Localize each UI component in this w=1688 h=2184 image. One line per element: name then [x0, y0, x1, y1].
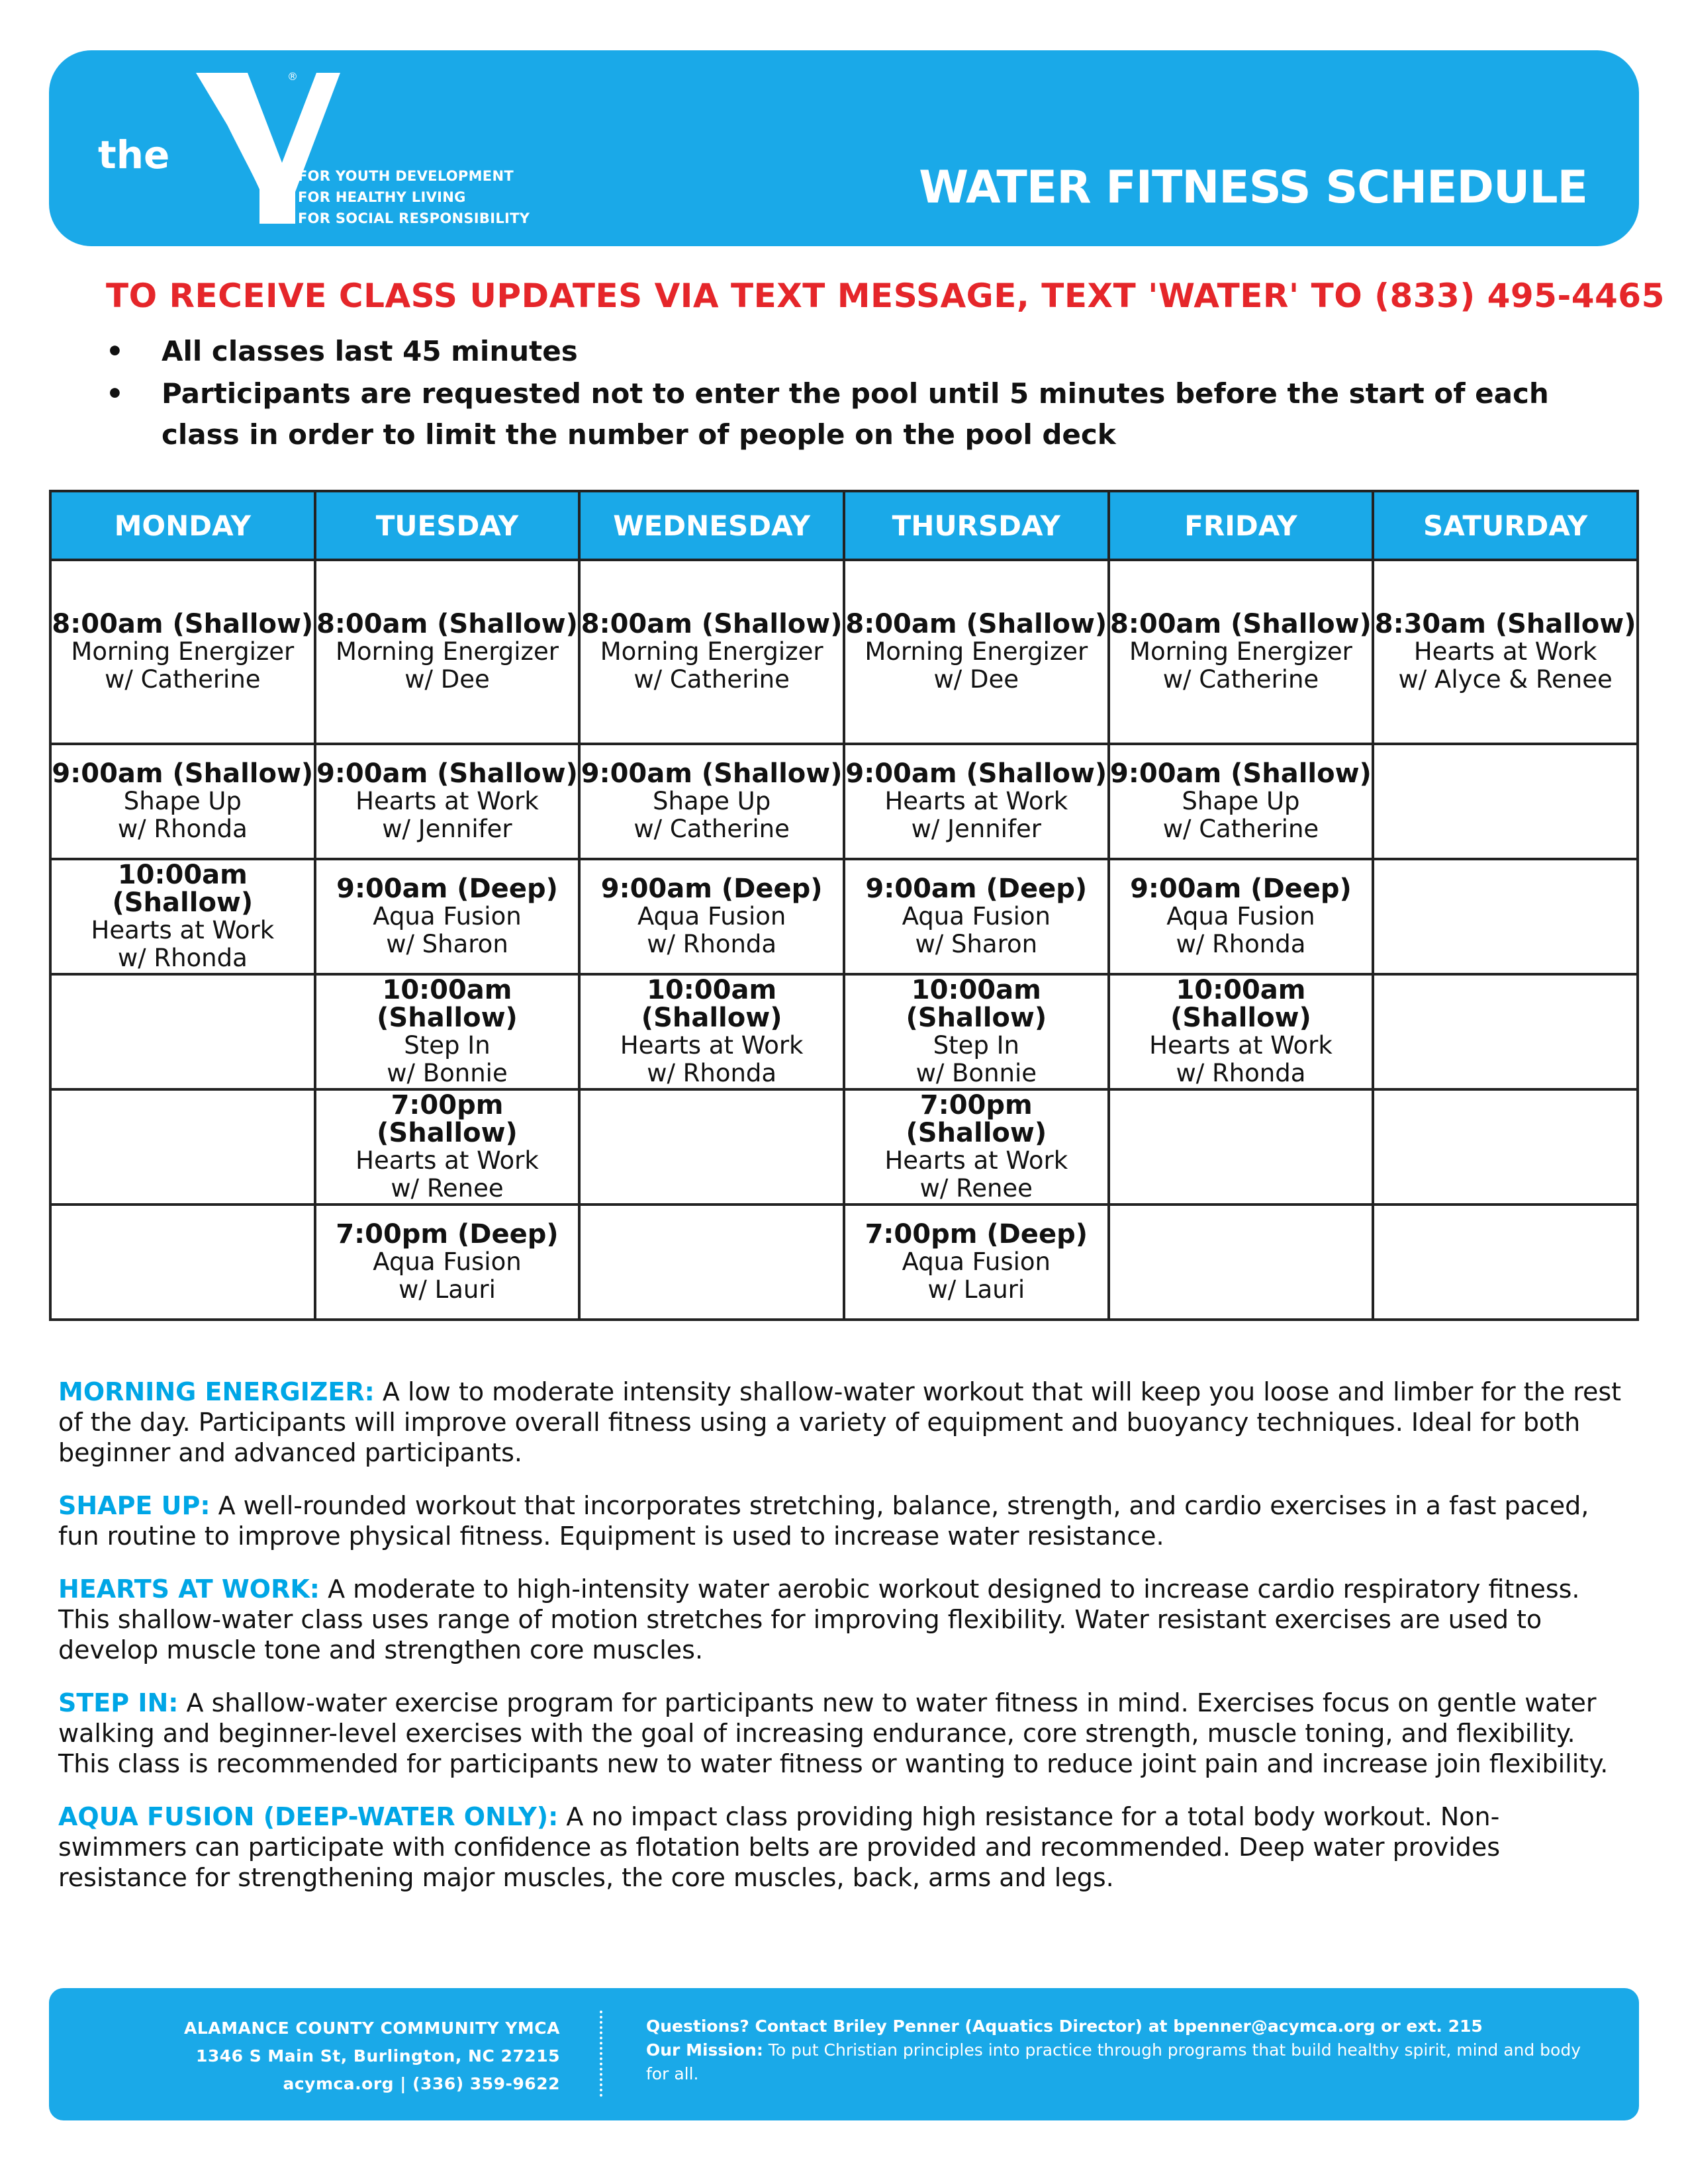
class-instructor: w/ Rhonda	[117, 815, 248, 843]
class-time: 10:00am (Shallow)	[112, 860, 254, 918]
class-name: Morning Energizer	[1129, 637, 1352, 666]
class-name: Hearts at Work	[884, 1146, 1068, 1175]
footer-web-phone: acymca.org | (336) 359-9622	[283, 2074, 560, 2093]
footer-mission	[646, 2038, 1599, 2086]
day-header-row	[50, 491, 1638, 560]
footer-address-block	[184, 2015, 560, 2098]
class-description	[58, 1688, 1627, 1779]
class-slot	[579, 974, 844, 1089]
class-time: 7:00pm (Deep)	[865, 1219, 1088, 1250]
class-description	[58, 1574, 1627, 1665]
class-description-name: STEP IN:	[58, 1688, 179, 1717]
class-instructor: w/ Catherine	[105, 665, 261, 694]
class-description	[58, 1377, 1627, 1468]
ymca-logo	[49, 50, 552, 246]
class-slot	[315, 1205, 580, 1320]
schedule-table	[49, 490, 1639, 1321]
class-time: 8:00am (Shallow)	[1110, 609, 1372, 639]
schedule-row	[50, 744, 1638, 859]
class-description-text: A moderate to high-intensity water aerobic workout designed to increase cardio respiratory fitness. This shallow-water class uses range of motion stretches for improving flexibility. Water resistant exercises are used to develop muscle tone and strengthen core muscles.	[58, 1574, 1580, 1664]
day-header-thursday: THURSDAY	[844, 491, 1109, 560]
class-description-name: AQUA FUSION (DEEP-WATER ONLY):	[58, 1802, 559, 1831]
class-name: Aqua Fusion	[373, 902, 522, 931]
footer-mission-label: Our Mission:	[646, 2040, 763, 2060]
empty-slot	[1373, 974, 1638, 1089]
rule-text: Participants are requested not to enter the pool until 5 minutes before the start of each class in order to limit the number of people on the pool deck	[162, 377, 1549, 451]
class-instructor: w/ Rhonda	[117, 944, 248, 972]
class-time: 8:00am (Shallow)	[581, 609, 843, 639]
page-title: WATER FITNESS SCHEDULE	[919, 161, 1587, 214]
class-instructor: w/ Lauri	[927, 1275, 1025, 1304]
schedule-row	[50, 1089, 1638, 1205]
class-time: 9:00am (Deep)	[336, 874, 558, 904]
class-name: Shape Up	[1182, 787, 1300, 815]
class-slot	[844, 974, 1109, 1089]
class-name: Aqua Fusion	[1166, 902, 1315, 931]
class-instructor: w/ Jennifer	[911, 815, 1041, 843]
class-time: 9:00am (Shallow)	[1110, 758, 1372, 789]
class-name: Morning Energizer	[865, 637, 1088, 666]
class-slot	[1109, 859, 1374, 974]
class-slot	[844, 560, 1109, 744]
bullet-icon: •	[106, 377, 124, 410]
empty-slot	[1373, 744, 1638, 859]
class-name: Hearts at Work	[355, 787, 539, 815]
class-name: Morning Energizer	[600, 637, 823, 666]
class-name: Step In	[404, 1031, 491, 1060]
logo-ymca-text: YMCA	[259, 188, 286, 221]
footer-mission-text: To put Christian principles into practice through programs that build healthy spirit, mind and body for all.	[646, 2040, 1581, 2083]
empty-slot	[1373, 1089, 1638, 1205]
class-instructor: w/ Renee	[919, 1174, 1033, 1203]
class-instructor: w/ Sharon	[915, 930, 1038, 958]
footer-contact: Questions? Contact Briley Penner (Aquatics Director) at bpenner@acymca.org or ext. 215	[646, 2017, 1483, 2036]
day-header-tuesday: TUESDAY	[315, 491, 580, 560]
class-time: 7:00pm (Shallow)	[906, 1090, 1047, 1148]
class-time: 9:00am (Deep)	[1130, 874, 1352, 904]
day-header-monday: MONDAY	[50, 491, 315, 560]
class-description-name: MORNING ENERGIZER:	[58, 1377, 375, 1406]
class-time: 9:00am (Shallow)	[316, 758, 578, 789]
class-name: Morning Energizer	[71, 637, 295, 666]
rule-text: All classes last 45 minutes	[162, 335, 578, 367]
class-time: 9:00am (Deep)	[600, 874, 823, 904]
footer-contact-block	[646, 2015, 1599, 2086]
class-instructor: w/ Bonnie	[915, 1059, 1037, 1087]
class-slot	[579, 859, 844, 974]
empty-slot	[579, 1089, 844, 1205]
class-instructor: w/ Catherine	[1162, 815, 1319, 843]
class-instructor: w/ Rhonda	[1176, 930, 1306, 958]
tagline-line-1: FOR YOUTH DEVELOPMENT	[298, 168, 514, 184]
tagline-line-3: FOR SOCIAL RESPONSIBILITY	[298, 210, 530, 226]
footer-address: 1346 S Main St, Burlington, NC 27215	[195, 2046, 560, 2066]
footer-org-name: ALAMANCE COUNTY COMMUNITY YMCA	[183, 2019, 560, 2038]
class-name: Hearts at Work	[91, 916, 275, 944]
header-banner	[49, 50, 1639, 246]
class-description	[58, 1490, 1627, 1551]
class-instructor: w/ Dee	[404, 665, 490, 694]
class-slot	[844, 1205, 1109, 1320]
class-slot	[579, 560, 844, 744]
class-description-text: A no impact class providing high resistance for a total body workout. Non-swimmers can participate with confidence as flotation belts are provided and recommended. Deep water provides resistance for strengthening major muscles, the core muscles, back, arms and legs.	[58, 1802, 1501, 1892]
schedule-row	[50, 1205, 1638, 1320]
empty-slot	[50, 974, 315, 1089]
class-slot	[315, 974, 580, 1089]
class-instructor: w/ Renee	[391, 1174, 504, 1203]
class-slot	[579, 744, 844, 859]
footer-divider	[600, 2011, 602, 2097]
class-name: Hearts at Work	[620, 1031, 804, 1060]
class-name: Step In	[933, 1031, 1019, 1060]
class-time: 9:00am (Deep)	[865, 874, 1088, 904]
rule-item	[106, 373, 1602, 455]
class-description-name: SHAPE UP:	[58, 1491, 211, 1520]
day-header-wednesday: WEDNESDAY	[579, 491, 844, 560]
class-name: Shape Up	[123, 787, 242, 815]
class-slot	[1109, 974, 1374, 1089]
class-slot	[844, 859, 1109, 974]
class-time: 9:00am (Shallow)	[52, 758, 314, 789]
bullet-icon: •	[106, 335, 124, 367]
schedule-row	[50, 560, 1638, 744]
class-name: Hearts at Work	[1413, 637, 1597, 666]
class-time: 10:00am (Shallow)	[641, 975, 782, 1033]
class-instructor: w/ Catherine	[633, 665, 790, 694]
class-name: Morning Energizer	[336, 637, 559, 666]
class-name: Hearts at Work	[355, 1146, 539, 1175]
class-time: 9:00am (Shallow)	[845, 758, 1107, 789]
class-instructor: w/ Rhonda	[647, 1059, 777, 1087]
class-time: 10:00am (Shallow)	[906, 975, 1047, 1033]
text-update-notice: TO RECEIVE CLASS UPDATES VIA TEXT MESSAGE, TEXT 'WATER' TO (833) 495-4465	[106, 277, 1665, 315]
schedule-row	[50, 859, 1638, 974]
class-time: 9:00am (Shallow)	[581, 758, 843, 789]
class-instructor: w/ Lauri	[399, 1275, 496, 1304]
class-slot	[315, 1089, 580, 1205]
class-name: Shape Up	[653, 787, 771, 815]
empty-slot	[1373, 1205, 1638, 1320]
class-slot	[50, 560, 315, 744]
tagline-line-2: FOR HEALTHY LIVING	[298, 189, 466, 205]
class-description-text: A shallow-water exercise program for participants new to water fitness in mind. Exercises focus on gentle water walking and beginner-level exercises with the goal of increasing endurance, core strength, muscle toning, and flexibility. This class is recommended for participants new to water fitness or wanting to reduce joint pain and increase join flexibility.	[58, 1688, 1609, 1778]
empty-slot	[579, 1205, 844, 1320]
class-description-text: A well-rounded workout that incorporates stretching, balance, strength, and cardio exercises in a fast paced, fun routine to improve physical fitness. Equipment is used to increase water resistance.	[58, 1491, 1589, 1551]
class-time: 10:00am (Shallow)	[377, 975, 518, 1033]
class-instructor: w/ Rhonda	[647, 930, 777, 958]
class-slot	[1109, 744, 1374, 859]
empty-slot	[1109, 1205, 1374, 1320]
class-name: Aqua Fusion	[637, 902, 786, 931]
logo-the-text: the	[98, 132, 170, 177]
schedule-body	[50, 560, 1638, 1320]
class-slot	[50, 859, 315, 974]
class-instructor: w/ Alyce & Renee	[1398, 665, 1613, 694]
class-slot	[315, 744, 580, 859]
empty-slot	[1373, 859, 1638, 974]
rule-item	[106, 331, 1602, 372]
class-time: 10:00am (Shallow)	[1170, 975, 1311, 1033]
class-name: Aqua Fusion	[373, 1248, 522, 1276]
class-slot	[844, 744, 1109, 859]
class-instructor: w/ Jennifer	[382, 815, 512, 843]
class-descriptions	[58, 1377, 1627, 1915]
class-slot	[1109, 560, 1374, 744]
class-name: Aqua Fusion	[902, 902, 1051, 931]
class-slot	[1373, 560, 1638, 744]
schedule-row	[50, 974, 1638, 1089]
class-time: 8:00am (Shallow)	[316, 609, 578, 639]
class-name: Hearts at Work	[1149, 1031, 1333, 1060]
class-time: 8:00am (Shallow)	[845, 609, 1107, 639]
class-instructor: w/ Dee	[933, 665, 1019, 694]
class-description-text: A low to moderate intensity shallow-water workout that will keep you loose and limber for the rest of the day. Participants will improve overall fitness using a variety of equipment and buoyancy techniques. Ideal for both beginner and advanced participants.	[58, 1377, 1622, 1467]
class-time: 8:00am (Shallow)	[52, 609, 314, 639]
class-instructor: w/ Catherine	[1162, 665, 1319, 694]
class-time: 7:00pm (Shallow)	[377, 1090, 518, 1148]
class-instructor: w/ Rhonda	[1176, 1059, 1306, 1087]
registered-mark: ®	[287, 70, 298, 83]
empty-slot	[50, 1089, 315, 1205]
class-name: Hearts at Work	[884, 787, 1068, 815]
footer-banner	[49, 1988, 1639, 2120]
class-slot	[50, 744, 315, 859]
day-header-friday: FRIDAY	[1109, 491, 1374, 560]
class-slot	[844, 1089, 1109, 1205]
class-instructor: w/ Bonnie	[387, 1059, 508, 1087]
class-time: 8:30am (Shallow)	[1374, 609, 1636, 639]
class-instructor: w/ Sharon	[386, 930, 508, 958]
rules-list	[106, 331, 1602, 457]
class-name: Aqua Fusion	[902, 1248, 1051, 1276]
class-description-name: HEARTS AT WORK:	[58, 1574, 320, 1604]
class-instructor: w/ Catherine	[633, 815, 790, 843]
class-description	[58, 1801, 1627, 1893]
class-slot	[315, 560, 580, 744]
empty-slot	[1109, 1089, 1374, 1205]
empty-slot	[50, 1205, 315, 1320]
class-slot	[315, 859, 580, 974]
class-time: 7:00pm (Deep)	[336, 1219, 559, 1250]
day-header-saturday: SATURDAY	[1373, 491, 1638, 560]
